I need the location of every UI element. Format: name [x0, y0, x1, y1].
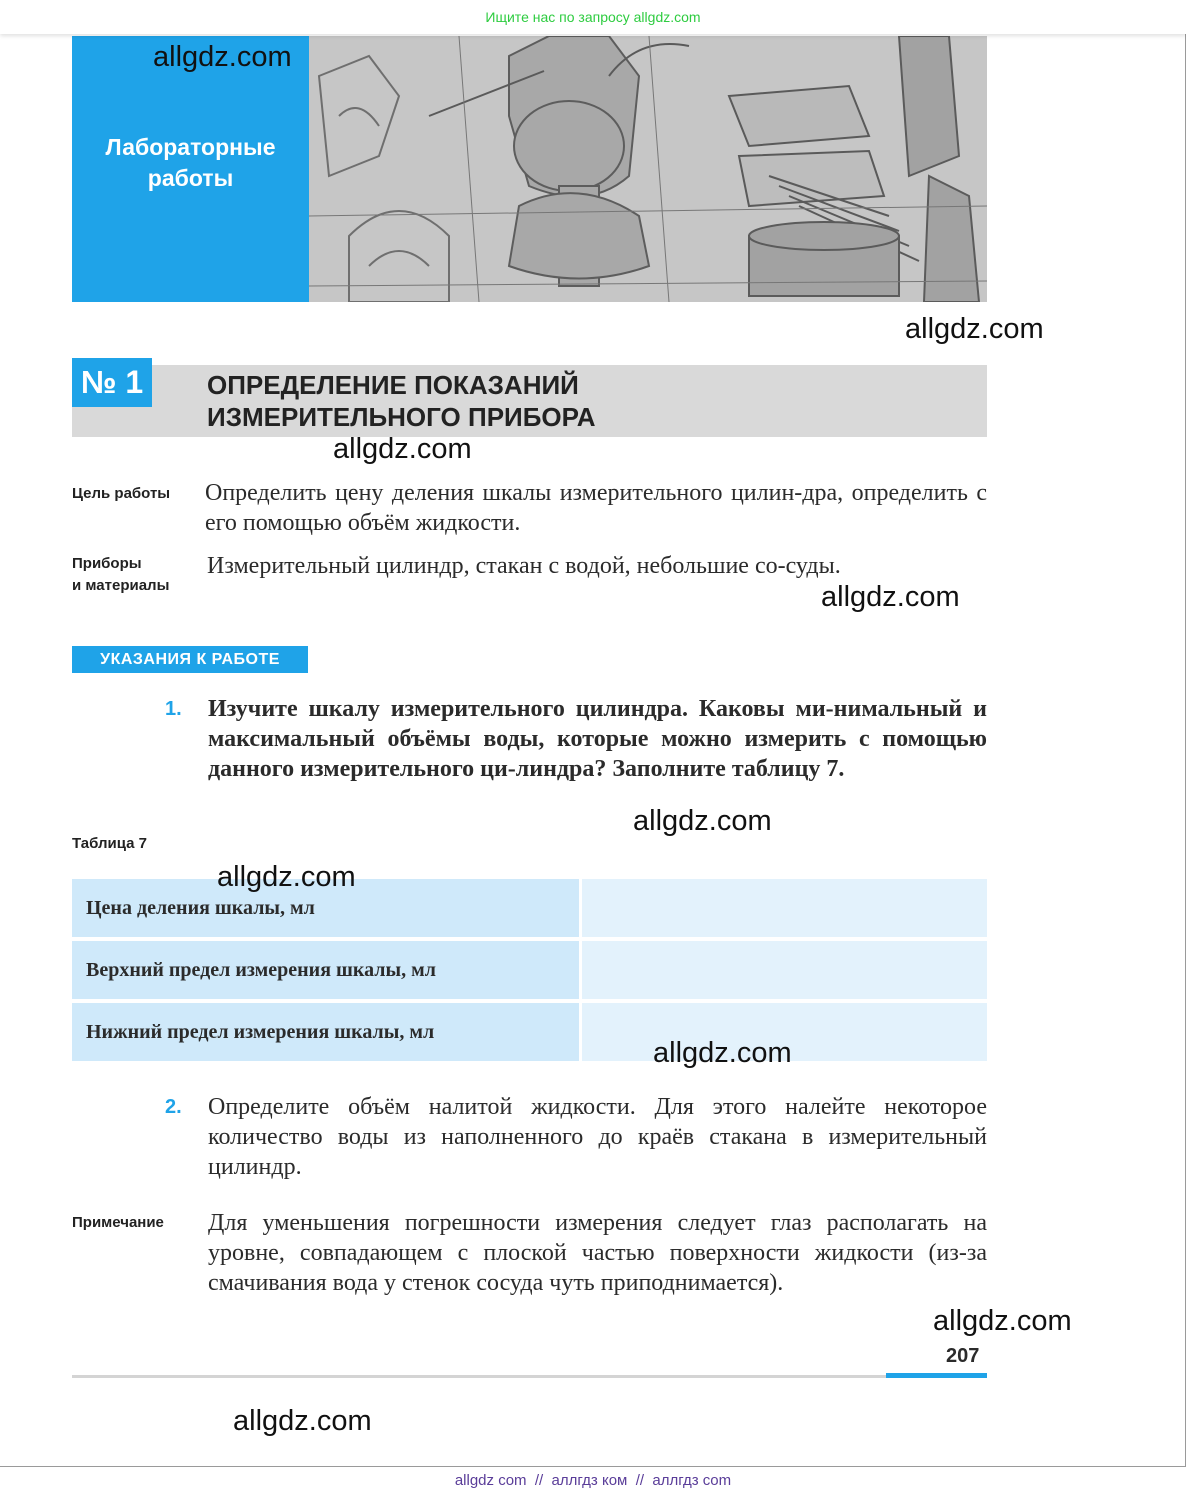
instructions-heading: УКАЗАНИЯ К РАБОТЕ: [72, 646, 308, 673]
chapter-header: [72, 36, 987, 302]
watermark: allgdz.com: [905, 313, 1044, 345]
table-row: [72, 1001, 987, 1063]
goal-text: Определить цену деления шкалы измерительного цилин-дра, определить с его помощью объём жидкости.: [205, 480, 987, 536]
step-2-number: 2.: [165, 1096, 182, 1118]
goal-label: Цель работы: [72, 485, 171, 502]
watermark: allgdz.com: [153, 41, 292, 73]
engraving-laboratory-icon: [309, 36, 987, 302]
step-1-text: Изучите шкалу измерительного цилиндра. Каковы ми-нимальный и максимальный объёмы воды, которые можно измерить с помощью данного измерительного ци-линдра? Заполните таблицу 7.: [208, 696, 987, 782]
section-title-text: Лабораторные работы: [105, 134, 276, 191]
lab-number-badge: № 1: [72, 358, 152, 407]
watermark: allgdz.com: [233, 1405, 372, 1437]
watermark: allgdz.com: [333, 433, 472, 465]
note-label: Примечание: [72, 1214, 164, 1231]
table-row: [72, 939, 987, 1001]
note-text: Для уменьшения погрешности измерения следует глаз располагать на уровне, совпадающем с плоской частью поверхности жидкости (из-за смачивания вода у стенок сосуда чуть приподнимается).: [208, 1210, 987, 1296]
section-title: [72, 36, 309, 302]
watermark: allgdz.com: [633, 805, 772, 837]
page-number: 207: [946, 1345, 980, 1367]
table-row: [72, 877, 987, 939]
table-cell-value[interactable]: [582, 879, 987, 937]
watermark: allgdz.com: [933, 1305, 1072, 1337]
lab-title: ОПРЕДЕЛЕНИЕ ПОКАЗАНИЙ ИЗМЕРИТЕЛЬНОГО ПРИБОРА: [207, 370, 596, 432]
footer-accent: [886, 1373, 987, 1378]
table-caption: Таблица 7: [72, 835, 148, 852]
materials-label: Приборы и материалы: [72, 555, 170, 594]
footer-rule: [72, 1375, 987, 1378]
watermark: allgdz.com: [821, 581, 960, 613]
engraving-illustration: [309, 36, 987, 302]
step-2-text: Определите объём налитой жидкости. Для этого налейте некоторое количество воды из наполненного до краёв стакана в измерительный цилиндр.: [208, 1094, 987, 1180]
table-cell-label: Нижний предел измерения шкалы, мл: [72, 1003, 579, 1061]
watermark: allgdz.com: [653, 1037, 792, 1069]
materials-text: Измерительный цилиндр, стакан с водой, небольшие со-суды.: [207, 553, 841, 579]
table-7: [72, 877, 987, 1063]
watermark: allgdz.com: [217, 861, 356, 893]
table-cell-label: Цена деления шкалы, мл: [72, 879, 579, 937]
top-search-banner[interactable]: Ищите нас по запросу allgdz.com: [0, 0, 1186, 34]
table-cell-value[interactable]: [582, 941, 987, 999]
bottom-links[interactable]: allgdz com // аллгдз ком // аллгдз com: [454, 1472, 732, 1489]
step-1-number: 1.: [165, 698, 182, 720]
table-cell-label: Верхний предел измерения шкалы, мл: [72, 941, 579, 999]
